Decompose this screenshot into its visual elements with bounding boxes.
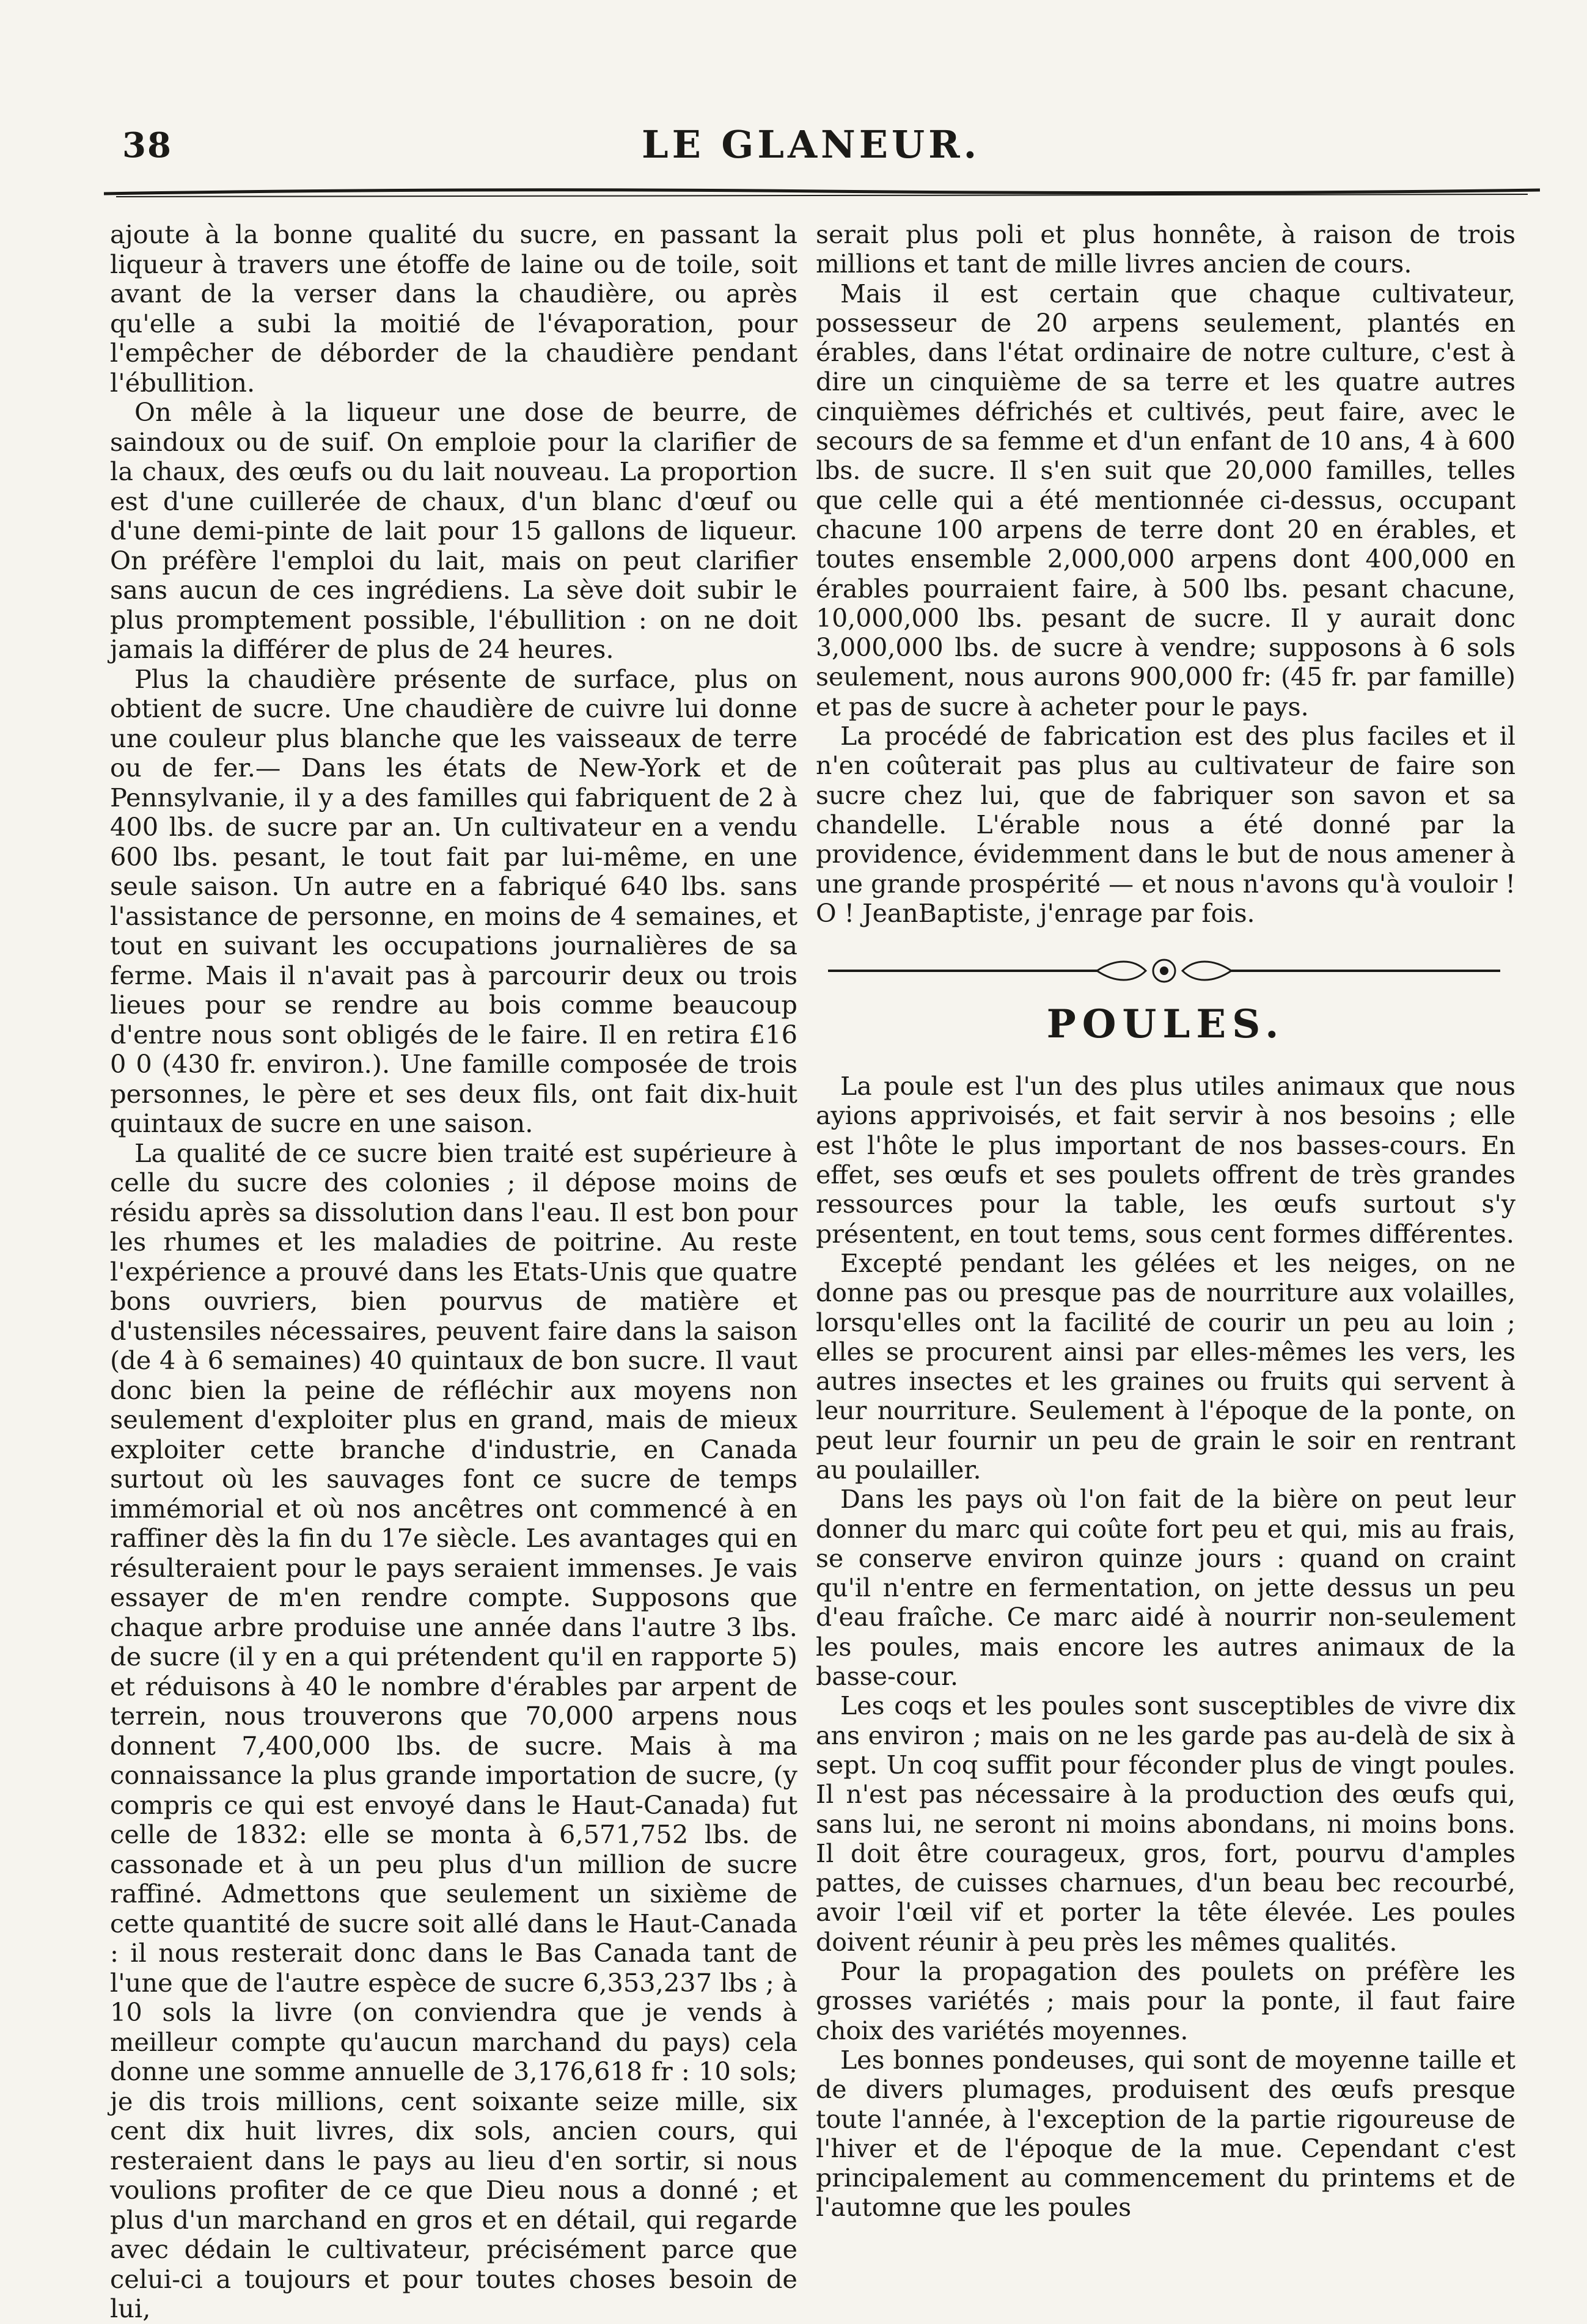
section-paragraph-4: Les coqs et les poules sont susceptibles de vivre dix ans environ ; mais on ne les garde pas au-delà de six à sept. Un coq suffit pour féconder plus de vingt poules. Il n'est pas nécessaire à la production des œufs qui, sans lui, ne seront ni moins abondans, ni moins bons. Il doit être courageux, gros, fort, pourvu d'amples pattes, de cuisses charnues, d'un beau bec recourbé, avoir l'œil vif et porter la tête élevée. Les poules doivent réunir à peu près les mêmes qualités.: [816, 1691, 1516, 1957]
section-paragraph-6: Les bonnes pondeuses, qui sont de moyenne taille et de divers plumages, produisent des œufs presque toute l'année, à l'exception de la partie rigoureuse de l'hiver et de l'époque de la mue. Cependant c'est principalement au commencement du printems et de l'automne que les poules: [816, 2045, 1516, 2223]
running-head: LE GLANEUR.: [642, 122, 981, 167]
page-number: 38: [122, 125, 172, 166]
section-paragraph-2: Excepté pendant les gélées et les neiges, on ne donne pas ou presque pas de nourriture aux volailles, lorsqu'elles ont la facilité de courir un peu au loin ; elles se procurent ainsi par elles-mêmes les vers, les autres insectes et les graines ou fruits qui servent à leur nourriture. Seulement à l'époque de la ponte, on peut leur fournir un peu de grain le soir en rentrant au poulailler.: [816, 1248, 1516, 1485]
right-paragraph-3: La procédé de fabrication est des plus faciles et il n'en coûterait pas plus au cultivateur de faire son sucre chez lui, que de fabriquer son savon et sa chandelle. L'érable nous a été donné par la providence, évidemment dans le but de nous amener à une grande prospérité — et nous n'avons qu'à vouloir ! O ! JeanBaptiste, j'enrage par fois.: [816, 722, 1516, 928]
right-paragraph-1: serait plus poli et plus honnête, à raison de trois millions et tant de mille livres ancien de cours.: [816, 220, 1516, 279]
left-paragraph-3: Plus la chaudière présente de surface, plus on obtient de sucre. Une chaudière de cuivre lui donne une couleur plus blanche que les vaisseaux de terre ou de fer.— Dans les états de New-York et de Pennsylvanie, il y a des familles qui fabriquent de 2 à 400 lbs. de sucre par an. Un cultivateur en a vendu 600 lbs. pesant, le tout fait par lui-même, en une seule saison. Un autre en a fabriqué 640 lbs. sans l'assistance de personne, en moins de 4 semaines, et tout en suivant les occupations journalières de sa ferme. Mais il n'avait pas à parcourir deux ou trois lieues pour se rendre au bois comme beaucoup d'entre nous sont obligés de le faire. Il en retira £16 0 0 (430 fr. environ.). Une famille composée de trois personnes, le père et ses deux fils, ont fait dix-huit quintaux de sucre en une saison.: [110, 663, 797, 1138]
left-paragraph-4: La qualité de ce sucre bien traité est supérieure à celle du sucre des colonies ; il dépose moins de résidu après sa dissolution dans l'eau. Il est bon pour les rhumes et les maladies de poitrine. Au reste l'expérience a prouvé dans les Etats-Unis que quatre bons ouvriers, bien pourvus de matière et d'ustensiles nécessaires, peuvent faire dans la saison (de 4 à 6 semaines) 40 quintaux de bon sucre. Il vaut donc bien la peine de réfléchir aux moyens non seulement d'exploiter plus en grand, mais de mieux exploiter cette branche d'industrie, en Canada surtout où les sauvages font ce sucre de temps immémorial et où nos ancêtres ont commencé à en raffiner dès la fin du 17e siècle. Les avantages qui en résulteraient pour le pays seraient immenses. Je vais essayer de m'en rendre compte. Supposons que chaque arbre produise une année dans l'autre 3 lbs. de sucre (il y en a qui prétendent qu'il en rapporte 5) et réduisons à 40 le nombre d'érables par arpent de terrein, nous trouverons que 70,000 arpens nous donnent 7,400,000 lbs. de sucre. Mais à ma connaissance la plus grande importation de sucre, (y compris ce qui est envoyé dans le Haut-Canada) fut celle de 1832: elle se monta à 6,571,752 lbs. de cassonade et à un peu plus d'un million de sucre raffiné. Admettons que seulement un sixième de cette quantité de sucre soit allé dans le Haut-Canada : il nous resterait donc dans le Bas Canada tant de l'une que de l'autre espèce de sucre 6,353,237 lbs ; à 10 sols la livre (on conviendra que je vends à meilleur compte qu'aucun marchand du pays) cela donne une somme annuelle de 3,176,618 fr : 10 sols; je dis trois millions, cent soixante seize mille, six cent dix huit livres, dix sols, ancien cours, qui resteraient dans le pays au lieu d'en sortir, si nous voulions profiter de ce que Dieu nous a donné ; et plus d'un marchand en gros et en détail, qui regarde avec dédain le cultivateur, précisément parce que celui-ci a toujours et pour toutes choses besoin de lui,: [110, 1138, 797, 2323]
left-column: [110, 220, 797, 2324]
section-divider-ornament: [828, 952, 1500, 989]
right-column: [816, 220, 1516, 2223]
section-paragraph-3: Dans les pays où l'on fait de la bière on peut leur donner du marc qui coûte fort peu et qui, mis au frais, se conserve environ quinze jours : quand on craint qu'il n'entre en fermentation, on jette dessus un peu d'eau fraîche. Ce marc aidé à nourrir non-seulement les poules, mais encore les autres animaux de la basse-cour.: [816, 1485, 1516, 1692]
section-paragraph-5: Pour la propagation des poulets on préfère les grosses variétés ; mais pour la ponte, il faut faire choix des variétés moyennes.: [816, 1957, 1516, 2045]
section-title: POULES.: [1046, 1001, 1285, 1048]
right-paragraph-2: Mais il est certain que chaque cultivateur, possesseur de 20 arpens seulement, plantés en érables, dans l'état ordinaire de notre culture, c'est à dire un cinquième de sa terre et les quatre autres cinquièmes défrichés et cultivés, peut faire, avec le secours de sa femme et d'un enfant de 10 ans, 4 à 600 lbs. de sucre. Il s'en suit que 20,000 familles, telles que celle qui a été mentionnée ci-dessus, occupant chacune 100 arpens de terre dont 20 en érables, et toutes ensemble 2,000,000 arpens dont 400,000 en érables pourraient faire, à 500 lbs. pesant chacune, 10,000,000 lbs. pesant de sucre. Il y aurait donc 3,000,000 lbs. de sucre à vendre; supposons à 6 sols seulement, nous aurons 900,000 fr: (45 fr. par famille) et pas de sucre à acheter pour le pays.: [816, 279, 1516, 722]
left-paragraph-2: On mêle à la liqueur une dose de beurre, de saindoux ou de suif. On emploie pour la clarifier de la chaux, des œufs ou du lait nouveau. La proportion est d'une cuillerée de chaux, d'un blanc d'œuf ou d'une demi-pinte de lait pour 15 gallons de liqueur. On préfère l'emploi du lait, mais on peut clarifier sans aucun de ces ingrédiens. La sève doit subir le plus promptement possible, l'ébullition : on ne doit jamais la différer de plus de 24 heures.: [110, 397, 797, 664]
left-paragraph-1: ajoute à la bonne qualité du sucre, en passant la liqueur à travers une étoffe de laine ou de toile, soit avant de la verser dans la chaudière, ou après qu'elle a subi la moitié de l'évaporation, pour l'empêcher de déborder de la chaudière pendant l'ébullition.: [110, 219, 797, 398]
section-paragraph-1: La poule est l'un des plus utiles animaux que nous ayions apprivoisés, et fait servir à nos besoins ; elle est l'hôte le plus important de nos basses-cours. En effet, ses œufs et ses poulets offrent de très grandes ressources pour la table, les œufs surtout s'y présentent, en tout tems, sous cent formes différentes.: [816, 1072, 1516, 1249]
header-rule: [104, 186, 1540, 199]
